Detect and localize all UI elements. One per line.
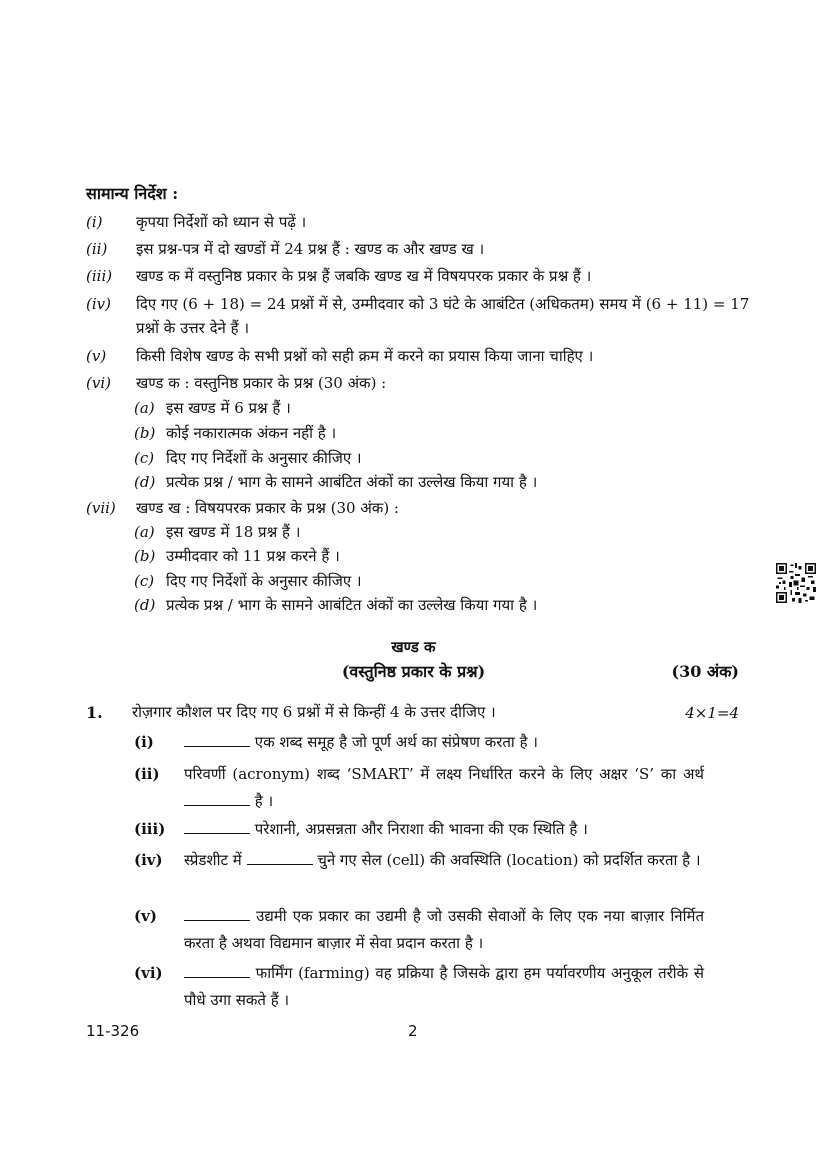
sub-instruction-label: (c) [134, 572, 155, 590]
instruction-text: इस प्रश्न-पत्र में दो खण्डों में 24 प्रश्न हैं : खण्ड क और खण्ड ख । [136, 240, 485, 258]
instruction-number: (iv) [86, 295, 111, 313]
answer-blank [184, 963, 250, 978]
instruction-number: (vi) [86, 374, 111, 392]
sub-instruction-label: (c) [134, 449, 155, 467]
instruction-number: (iii) [86, 267, 113, 285]
instruction-number: (vii) [86, 499, 116, 517]
sub-instruction-label: (b) [134, 547, 156, 565]
sub-instruction-text: कोई नकारात्मक अंकन नहीं है । [166, 424, 337, 442]
sub-instruction-text: इस खण्ड में 6 प्रश्न हैं । [166, 399, 291, 417]
item-number: (vi) [134, 964, 163, 982]
item-text: उद्यमी एक प्रकार का उद्यमी है जो उसकी सेवाओं के लिए एक नया बाज़ार निर्मित करता है अथवा विद्यमान बाज़ार में सेवा प्रदान करता है । [184, 907, 704, 952]
sub-instruction-label: (d) [134, 596, 156, 614]
sub-instruction-label: (a) [134, 399, 155, 417]
sub-instruction-label: (b) [134, 424, 156, 442]
instruction-text: खण्ड क : वस्तुनिष्ठ प्रकार के प्रश्न (30 अंक) : [136, 374, 387, 392]
paper-code: 11-326 [86, 1022, 140, 1040]
instruction-text: कृपया निर्देशों को ध्यान से पढ़ें । [136, 213, 307, 231]
item-number: (iii) [134, 820, 166, 838]
instruction-text: किसी विशेष खण्ड के सभी प्रश्नों को सही क्रम में करने का प्रयास किया जाना चाहिए । [136, 347, 594, 365]
section-subtitle: (वस्तुनिष्ठ प्रकार के प्रश्न) [341, 662, 486, 681]
instruction-number: (i) [86, 213, 103, 231]
answer-blank [184, 791, 250, 806]
item-text: फार्मिंग (farming) वह प्रक्रिया है जिसके द्वारा हम पर्यावरणीय अनुकूल तरीके से पौधे उगा सकते हैं । [184, 964, 704, 1009]
item-text: एक शब्द समूह है जो पूर्ण अर्थ का संप्रेषण करता है । [184, 729, 704, 756]
instruction-text: दिए गए (6 + 18) = 24 प्रश्नों में से, उम्मीदवार को 3 घंटे के आबंटित (अधिकतम) समय में (6 + 11) = 17 प्रश्नों के उत्तर देने हैं । [136, 295, 750, 337]
question-number: 1. [86, 703, 103, 722]
sub-instruction-text: प्रत्येक प्रश्न / भाग के सामने आबंटित अंकों का उल्लेख किया गया है । [166, 473, 538, 491]
answer-blank [184, 732, 250, 747]
general-instructions-title: सामान्य निर्देश : [86, 184, 179, 203]
answer-blank [184, 819, 250, 834]
sub-instruction-label: (a) [134, 523, 155, 541]
question-marks: 4×1=4 [685, 704, 739, 722]
question-text: रोज़गार कौशल पर दिए गए 6 प्रश्नों में से किन्हीं 4 के उत्तर दीजिए । [132, 703, 496, 721]
answer-blank [184, 906, 250, 921]
section-title: खण्ड क [391, 638, 436, 656]
item-text: परिवर्णी (acronym) शब्द ‘SMART’ में लक्ष्य निर्धारित करने के लिए अक्षर ‘S’ का अर्थ है । [184, 765, 704, 810]
instruction-text: खण्ड क में वस्तुनिष्ठ प्रकार के प्रश्न हैं जबकि खण्ड ख में विषयपरक प्रकार के प्रश्न हैं । [136, 267, 592, 285]
instruction-number: (v) [86, 347, 107, 365]
qr-code-icon [776, 563, 816, 603]
instruction-number: (ii) [86, 240, 108, 258]
item-number: (ii) [134, 765, 160, 783]
item-text: परेशानी, अप्रसन्नता और निराशा की भावना की एक स्थिति है । [184, 816, 704, 843]
item-number: (iv) [134, 851, 163, 869]
sub-instruction-text: दिए गए निर्देशों के अनुसार कीजिए । [166, 449, 362, 467]
sub-instruction-text: दिए गए निर्देशों के अनुसार कीजिए । [166, 572, 362, 590]
section-marks: (30 अंक) [671, 662, 739, 681]
instruction-text: खण्ड ख : विषयपरक प्रकार के प्रश्न (30 अंक) : [136, 499, 399, 517]
item-text: स्प्रेडशीट में चुने गए सेल (cell) की अवस्थिति (location) को प्रदर्शित करता है । [184, 851, 701, 869]
sub-instruction-text: प्रत्येक प्रश्न / भाग के सामने आबंटित अंकों का उल्लेख किया गया है । [166, 596, 538, 614]
page-number: 2 [408, 1022, 418, 1040]
sub-instruction-label: (d) [134, 473, 156, 491]
item-number: (i) [134, 733, 154, 751]
answer-blank [247, 850, 313, 865]
sub-instruction-text: उम्मीदवार को 11 प्रश्न करने हैं । [166, 547, 340, 565]
sub-instruction-text: इस खण्ड में 18 प्रश्न हैं । [166, 523, 301, 541]
item-number: (v) [134, 907, 157, 925]
